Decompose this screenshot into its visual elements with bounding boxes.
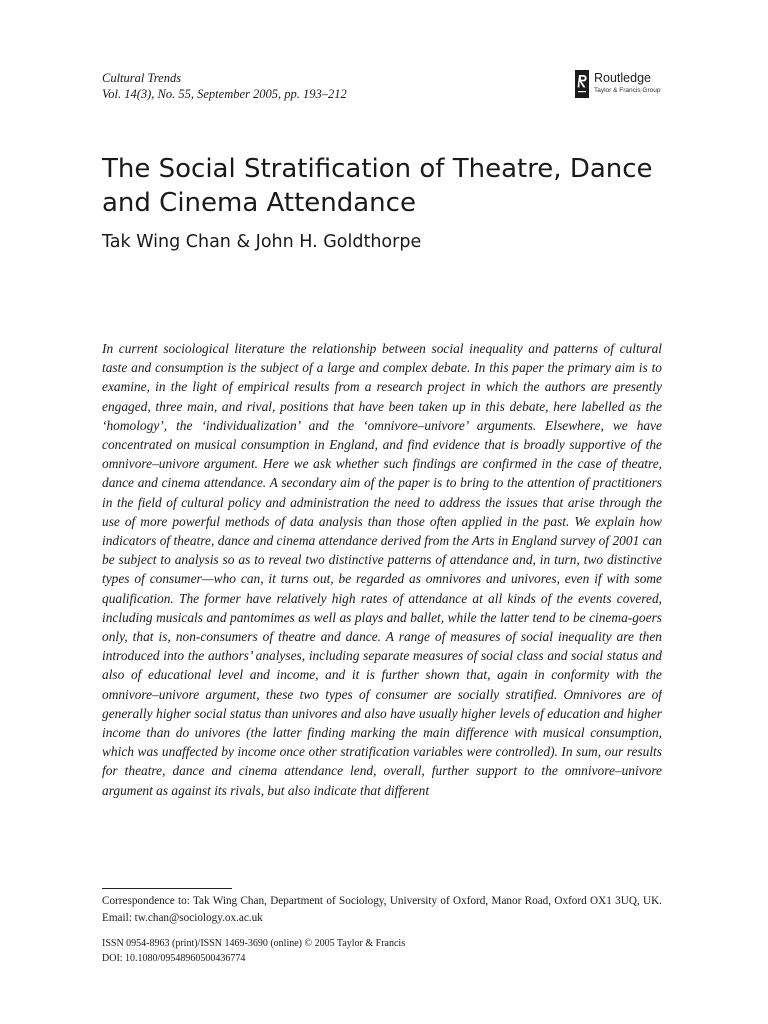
- doi-line: DOI: 10.1080/09548960500436774: [102, 952, 246, 964]
- routledge-r-icon: [575, 70, 589, 98]
- publisher-subtitle: Taylor & Francis Group: [594, 87, 661, 94]
- article-abstract: In current sociological literature the relationship between social inequality and patterns of cultural taste and consumption is the subject of a large and complex debate. In this paper the primary aim is to examine, in the light of empirical results from a research project in which the authors are presently engaged, three main, and rival, positions that have been taken up in this debate, here labelled as the ‘homology’, the ‘individualization’ and the ‘omnivore–univore’ arguments. Elsewhere, we have concentrated on musical consumption in England, and find evidence that is broadly supportive of the omnivore–univore argument. Here we ask whether such findings are confirmed in the case of theatre, dance and cinema attendance. A secondary aim of the paper is to bring to the attention of practitioners in the field of cultural policy and administration the need to address the issues that arise through the use of more powerful methods of data analysis than those often applied in the past. We explain how indicators of theatre, dance and cinema attendance derived from the Arts in England survey of 2001 can be subject to analysis so as to reveal two distinctive patterns of attendance and, in turn, two distinctive types of consumer—who can, it turns out, be regarded as omnivores and univores, even if with some qualification. The former have relatively high rates of attendance at all kinds of the events covered, including musicals and pantomimes as well as plays and ballet, while the latter tend to be cinema-goers only, that is, non-consumers of theatre and dance. A range of measures of social inequality are then introduced into the authors’ analyses, including separate measures of social class and social status and also of educational level and income, and it is further shown that, again in conformity with the omnivore–univore argument, these two types of consumer are socially stratified. Omnivores are of generally higher social status than univores and also have usually higher levels of education and higher income than do univores (the latter finding marking the main difference with musical consumption, which was unaffected by income once other stratification variables were controlled). In sum, our results for theatre, dance and cinema attendance lend, overall, further support to the omnivore–univore argument as against its rivals, but also indicate that different: [102, 341, 662, 798]
- footnote-divider: [102, 888, 232, 889]
- correspondence-note: Correspondence to: Tak Wing Chan, Department of Sociology, University of Oxford, Manor Road, Oxford OX1 3UQ, UK. Email: tw.chan@sociology.ox.ac.uk: [102, 895, 662, 924]
- publisher-name: Routledge: [594, 71, 651, 85]
- article-title: The Social Stratification of Theatre, Dance and Cinema Attendance: [102, 154, 653, 218]
- journal-name: Cultural Trends: [102, 71, 182, 85]
- article-authors: Tak Wing Chan & John H. Goldthorpe: [102, 232, 422, 252]
- journal-header: [102, 70, 347, 102]
- journal-citation: Vol. 14(3), No. 55, September 2005, pp. 193–212: [102, 87, 347, 101]
- issn-line: ISSN 0954-8963 (print)/ISSN 1469-3690 (online) © 2005 Taylor & Francis: [102, 938, 406, 949]
- publisher-logo: [575, 68, 695, 102]
- publication-info: [102, 937, 405, 966]
